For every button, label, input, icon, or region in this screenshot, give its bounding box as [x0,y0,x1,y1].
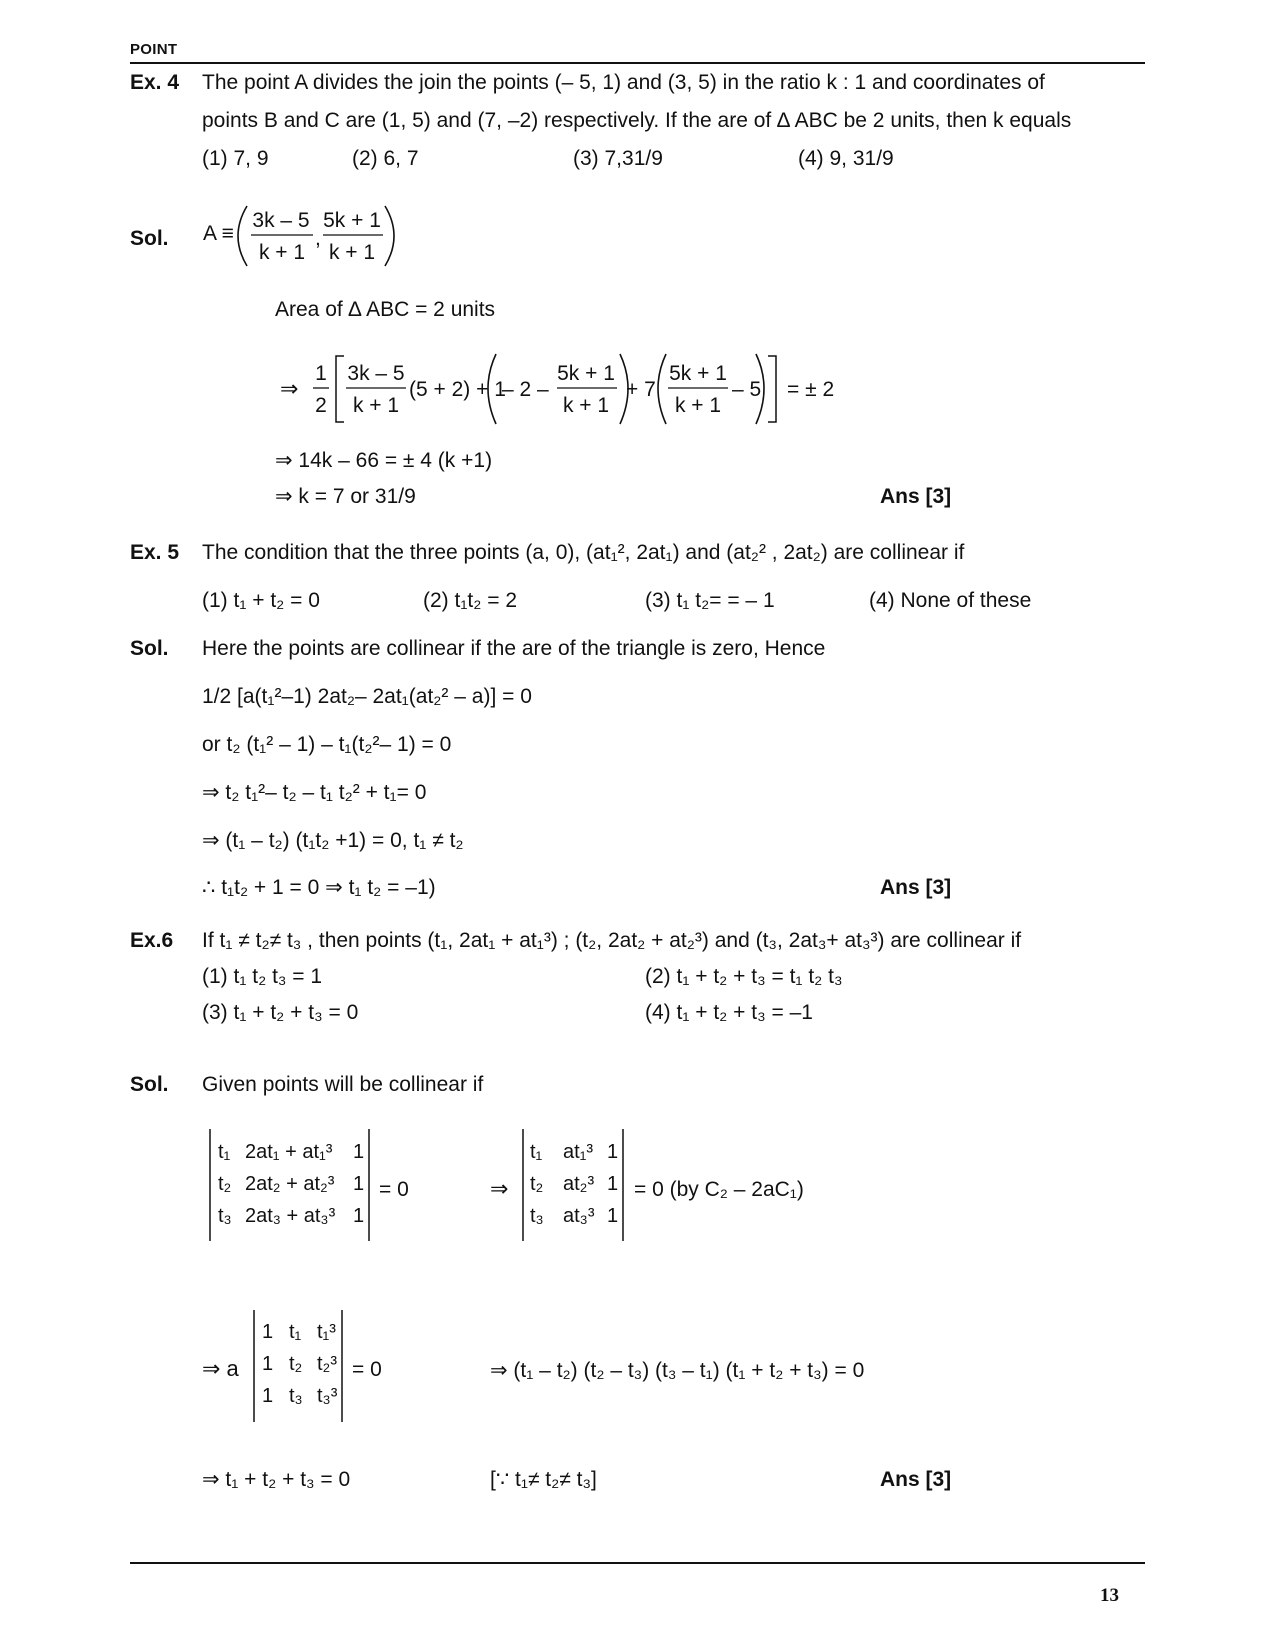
ex5-option-4: (4) None of these [869,589,1032,612]
t1-den: k + 1 [352,394,400,417]
det2-r1c2: at₁³ [563,1141,594,1163]
ex5-sol-line-4: ⇒ t₂ t₁²– t₂ – t₁ t₂² + t₁= 0 [202,781,427,804]
t2-den: k + 1 [562,394,610,417]
ex4-question-line1: The point A divides the join the points (– 5, 1) and (3, 5) in the ratio k : 1 and coordinates of [202,71,1045,94]
det1-r2c3: 1 [353,1173,365,1195]
ex6-option-1: (1) t₁ t₂ t₃ = 1 [202,965,323,988]
ex4-answer: Ans [3] [880,485,952,508]
det1-rhs: = 0 [379,1178,409,1201]
det2-rhs: = 0 (by C₂ – 2aC₁) [634,1178,804,1201]
det2-r1c3: 1 [607,1141,619,1163]
ex5-option-2: (2) t₁t₂ = 2 [423,589,518,612]
ex6-option-4: (4) t₁ + t₂ + t₃ = –1 [645,1001,813,1024]
ex6-question: If t₁ ≠ t₂≠ t₃ , then points (t₁, 2at₁ + at₁³) ; (t₂, 2at₂ + at₂³) and (t₃, 2at₃+ at₃³) are collinear if [202,929,1022,952]
a-frac2-num: 5k + 1 [323,209,381,232]
det3-r3c1: 1 [262,1385,274,1407]
a-lhs: A ≡ [203,222,234,245]
t2-pre: – 2 – [502,378,549,401]
ex4-label: Ex. 4 [130,71,180,94]
right-bracket [768,356,776,422]
half-den: 2 [315,394,327,417]
ex4-question-line2: points B and C are (1, 5) and (7, –2) respectively. If the are of ∆ ABC be 2 units, then k equals [202,109,1072,132]
footer-rule [130,1562,1145,1564]
ex5-sol-line-1: Here the points are collinear if the are of the triangle is zero, Hence [202,637,826,660]
det1-r2c1: t₂ [218,1173,232,1195]
ex4-sol-label: Sol. [130,227,169,250]
det2-implies: ⇒ [490,1176,509,1201]
ex5-sol-line-2: 1/2 [a(t₁²–1) 2at₂– 2at₁(at₂² – a)] = 0 [202,685,532,708]
det2-r3c2: at₃³ [563,1205,595,1227]
header-rule [130,62,1145,64]
det3-implies-a: ⇒ a [202,1356,239,1381]
ex6-determinant-1 [205,1125,435,1245]
a-frac2-den: k + 1 [328,241,376,264]
det3-r2c2: t₂ [289,1353,303,1375]
t1-rest: (5 + 2) + 1 [409,378,506,401]
det3-r1c3: t₁³ [317,1321,336,1343]
det3-r1c1: 1 [262,1321,274,1343]
half-num: 1 [315,362,327,385]
a-right-paren [385,206,394,266]
ex5-sol-line-6: ∴ t₁t₂ + 1 = 0 ⇒ t₁ t₂ = –1) [202,876,436,899]
ex5-option-1: (1) t₁ + t₂ = 0 [202,589,320,612]
a-left-paren [238,206,247,266]
a-frac1-den: k + 1 [258,241,306,264]
implies-arrow: ⇒ [280,376,299,401]
a-comma: , [315,227,321,250]
ex4-step1: ⇒ 14k – 66 = ± 4 (k +1) [275,449,493,472]
ex6-answer: Ans [3] [880,1468,952,1491]
det2-r2c2: at₂³ [563,1173,595,1195]
ex4-option-4: (4) 9, 31/9 [798,147,894,170]
ex5-label: Ex. 5 [130,541,180,564]
ex5-sol-label: Sol. [130,637,169,660]
det3-rhs: = 0 [352,1358,382,1381]
page-number: 13 [1100,1585,1119,1606]
eq-rhs: = ± 2 [787,378,835,401]
ex6-determinant-3 [202,1308,402,1428]
ex6-sol-intro: Given points will be collinear if [202,1073,484,1096]
det1-r1c2: 2at₁ + at₁³ [245,1141,333,1163]
ex6-label: Ex.6 [130,929,174,952]
t3-left-paren [658,354,666,424]
det2-r2c3: 1 [607,1173,619,1195]
ex4-option-2: (2) 6, 7 [352,147,419,170]
left-bracket [336,356,344,422]
det3-r1c2: t₁ [289,1321,302,1343]
ex6-sol-label: Sol. [130,1073,169,1096]
det1-r3c1: t₃ [218,1205,232,1227]
ex5-sol-line-3: or t₂ (t₁² – 1) – t₁(t₂²– 1) = 0 [202,733,452,756]
det2-r2c1: t₂ [530,1173,544,1195]
t2-num: 5k + 1 [557,362,615,385]
ex5-answer: Ans [3] [880,876,952,899]
ex5-question: The condition that the three points (a, 0), (at₁², 2at₁) and (at₂² , 2at₂) are collinear if [202,541,965,564]
det2-r3c3: 1 [607,1205,619,1227]
a-frac1-num: 3k – 5 [252,209,310,232]
ex4-option-3: (3) 7,31/9 [573,147,663,170]
t3-post: – 5 [732,378,762,401]
t3-num: 5k + 1 [669,362,727,385]
ex6-factor-line: ⇒ (t₁ – t₂) (t₂ – t₃) (t₃ – t₁) (t₁ + t₂ + t₃) = 0 [490,1359,865,1382]
det1-r3c3: 1 [353,1205,365,1227]
det2-r1c1: t₁ [530,1141,543,1163]
t1-num: 3k – 5 [347,362,405,385]
running-header: POINT [130,41,178,58]
ex6-because: [∵ t₁≠ t₂≠ t₃] [490,1468,597,1491]
ex4-option-1: (1) 7, 9 [202,147,269,170]
ex6-option-2: (2) t₁ + t₂ + t₃ = t₁ t₂ t₃ [645,965,843,988]
ex4-step2: ⇒ k = 7 or 31/9 [275,485,416,508]
ex6-determinant-2 [490,1125,850,1245]
ex4-area-line: Area of ∆ ABC = 2 units [275,298,496,321]
ex4-area-equation [272,352,872,432]
ex6-option-3: (3) t₁ + t₂ + t₃ = 0 [202,1001,359,1024]
det3-r2c1: 1 [262,1353,274,1375]
det2-r3c1: t₃ [530,1205,544,1227]
det1-r1c3: 1 [353,1141,365,1163]
ex5-option-3: (3) t₁ t₂= = – 1 [645,589,775,612]
det1-r2c2: 2at₂ + at₂³ [245,1173,335,1195]
det3-r3c2: t₃ [289,1385,303,1407]
det1-r1c1: t₁ [218,1141,231,1163]
det3-r3c3: t₃³ [317,1385,338,1407]
t3-den: k + 1 [674,394,722,417]
ex6-final-line: ⇒ t₁ + t₂ + t₃ = 0 [202,1468,351,1491]
ex4-point-a-formula [195,200,405,270]
det1-r3c2: 2at₃ + at₃³ [245,1205,336,1227]
ex5-sol-line-5: ⇒ (t₁ – t₂) (t₁t₂ +1) = 0, t₁ ≠ t₂ [202,829,464,852]
plus-seven: + 7 [626,378,656,401]
det3-r2c3: t₂³ [317,1353,337,1375]
